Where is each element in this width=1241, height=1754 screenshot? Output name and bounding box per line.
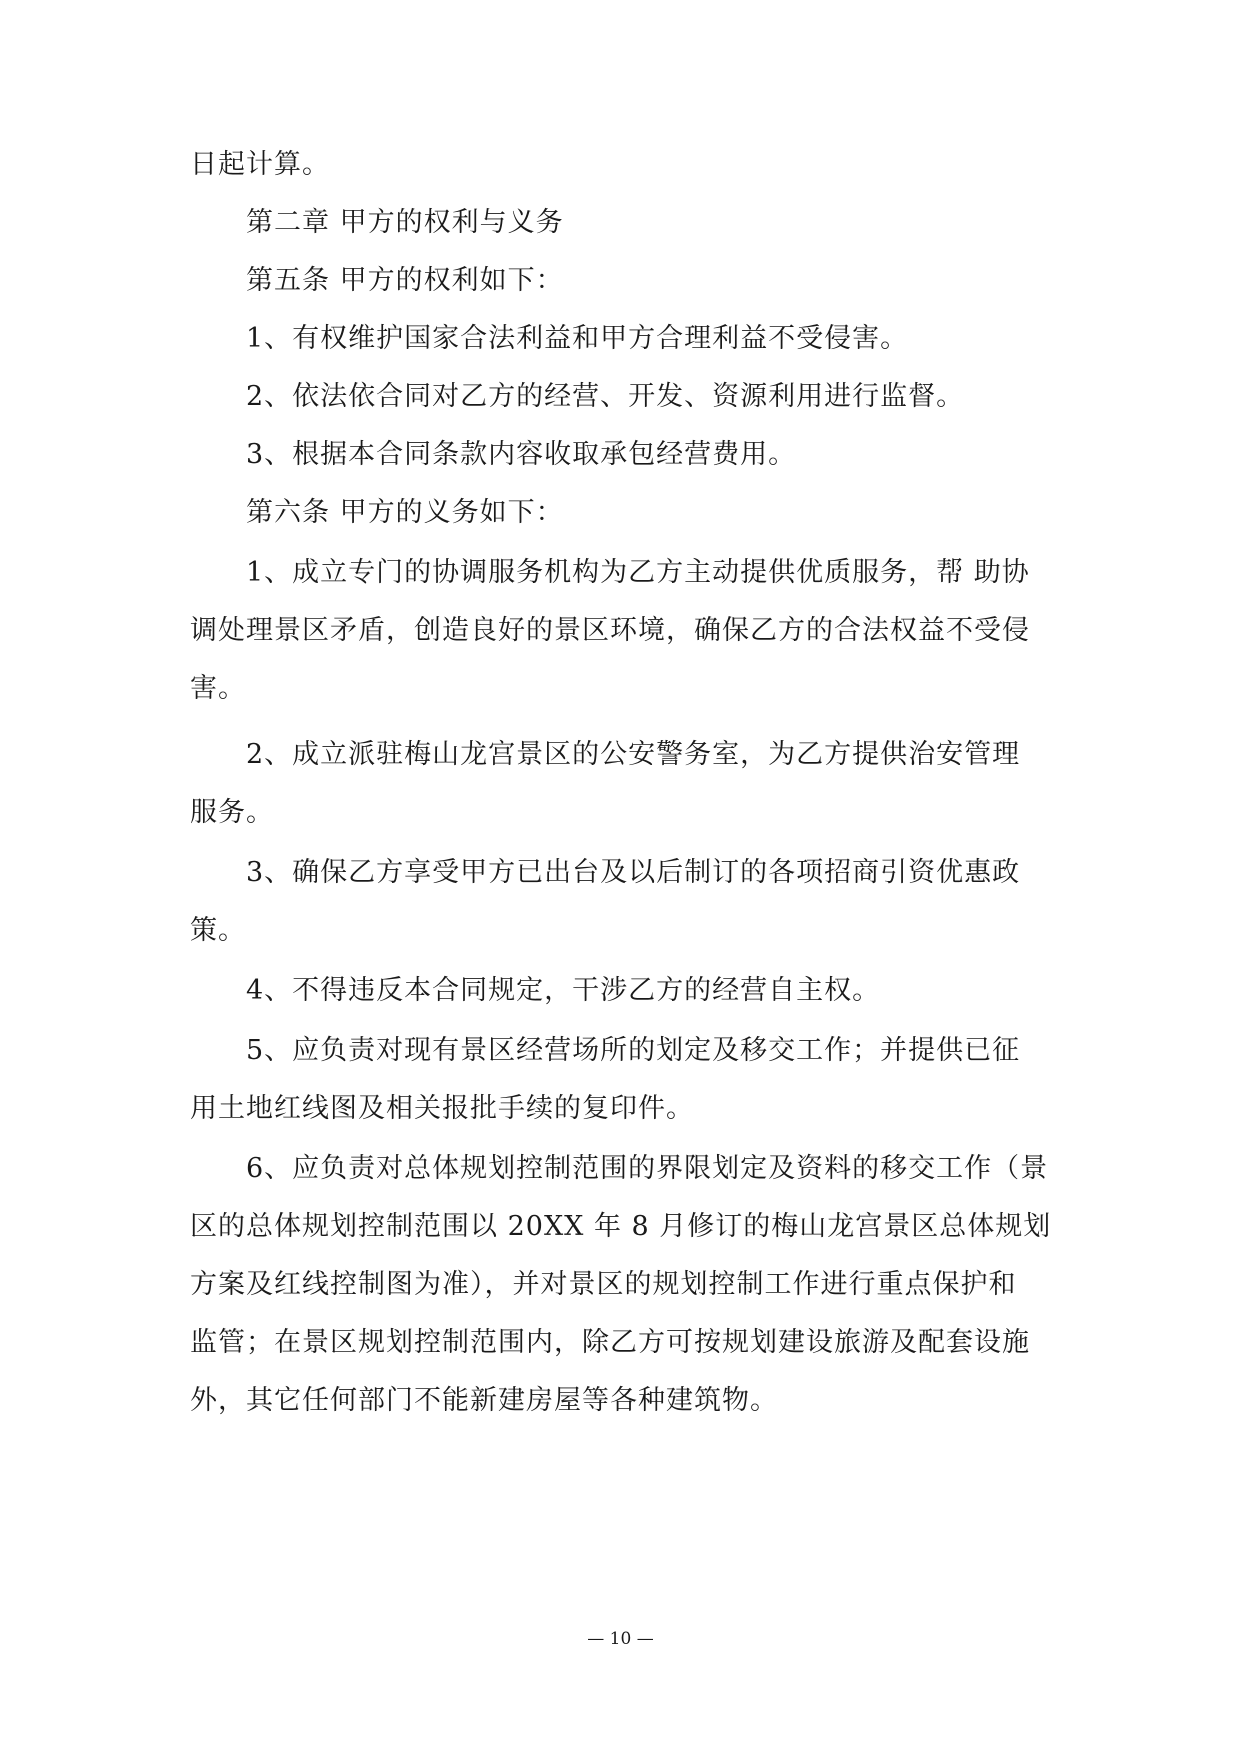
text-line-22: 外，其它任何部门不能新建房屋等各种建筑物。 xyxy=(190,1385,778,1416)
text-line-17: 用土地红线图及相关报批手续的复印件。 xyxy=(190,1093,694,1124)
article-5-heading: 第五条 甲方的权利如下： xyxy=(246,265,564,296)
text-line-12: 服务。 xyxy=(190,797,274,828)
text-line-1: 日起计算。 xyxy=(190,149,330,180)
text-line-19: 区的总体规划控制范围以 20XX 年 8 月修订的梅山龙宫景区总体规划 xyxy=(190,1211,1052,1242)
text-line-11: 2、成立派驻梅山龙宫景区的公安警务室，为乙方提供治安管理 xyxy=(246,739,1021,770)
text-line-14: 策。 xyxy=(190,915,246,946)
text-line-20: 方案及红线控制图为准），并对景区的规划控制工作进行重点保护和 xyxy=(190,1269,1017,1300)
text-line-4: 1、有权维护国家合法利益和甲方合理利益不受侵害。 xyxy=(246,323,909,354)
article-6-heading: 第六条 甲方的义务如下： xyxy=(246,497,564,528)
text-line-21: 监管；在景区规划控制范围内，除乙方可按规划建设旅游及配套设施 xyxy=(190,1327,1030,1358)
text-line-10: 害。 xyxy=(190,673,246,704)
page-number: — 10 — xyxy=(587,1629,654,1649)
text-line-5: 2、依法依合同对乙方的经营、开发、资源利用进行监督。 xyxy=(246,381,965,412)
text-line-13: 3、确保乙方享受甲方已出台及以后制订的各项招商引资优惠政 xyxy=(246,857,1021,888)
text-line-8: 1、成立专门的协调服务机构为乙方主动提供优质服务，帮 助协 xyxy=(246,557,1030,588)
text-line-15: 4、不得违反本合同规定，干涉乙方的经营自主权。 xyxy=(246,975,881,1006)
text-line-18: 6、应负责对总体规划控制范围的界限划定及资料的移交工作（景 xyxy=(246,1153,1049,1184)
chapter-heading: 第二章 甲方的权利与义务 xyxy=(246,207,564,238)
text-line-6: 3、根据本合同条款内容收取承包经营费用。 xyxy=(246,439,797,470)
text-line-16: 5、应负责对现有景区经营场所的划定及移交工作；并提供已征 xyxy=(246,1035,1021,1066)
text-line-9: 调处理景区矛盾，创造良好的景区环境，确保乙方的合法权益不受侵 xyxy=(190,615,1030,646)
